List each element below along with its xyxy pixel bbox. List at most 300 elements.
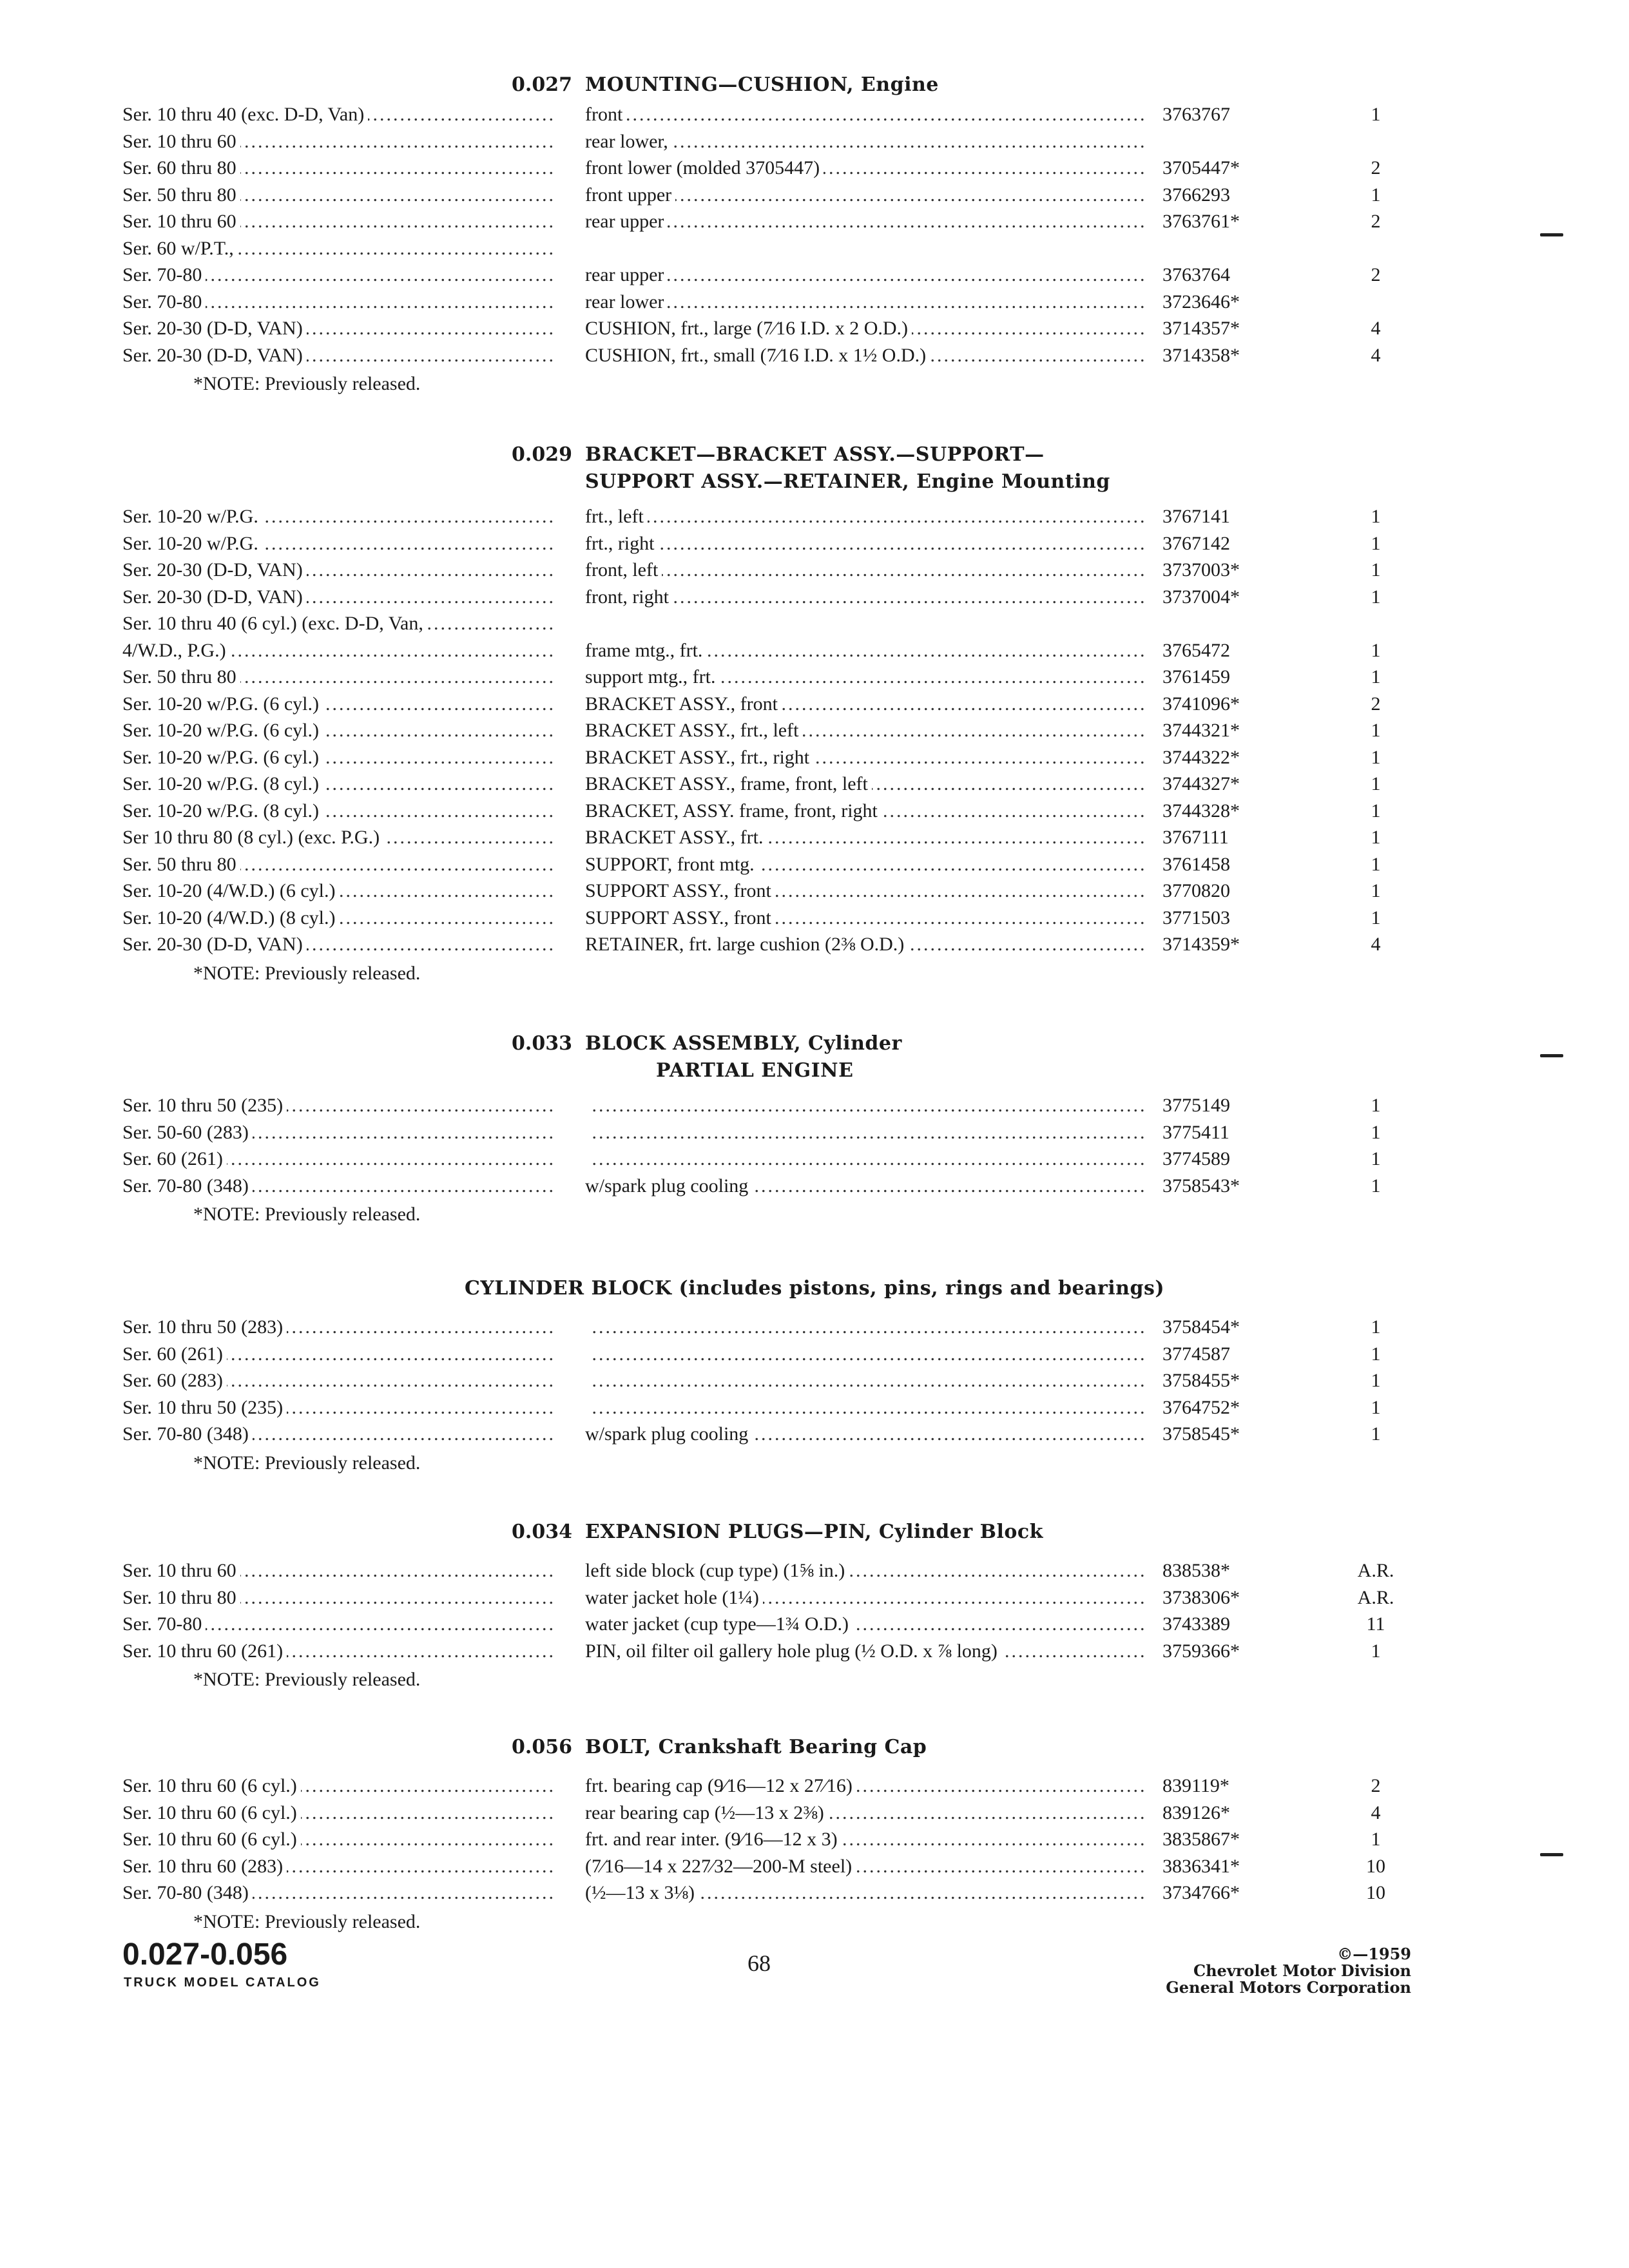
description-text: BRACKET ASSY., frt. [585,827,767,848]
section-title: MOUNTING—CUSHION, Engine [585,73,939,96]
quantity-cell: 1 [1371,800,1381,822]
series-cell [122,773,553,796]
series-text: Ser. 10 thru 60 (6 cyl.) [122,1829,301,1850]
description-cell [585,853,1146,876]
series-cell [122,1175,553,1198]
series-text: Ser. 70-80 [122,291,206,312]
quantity-cell: 1 [1371,666,1381,687]
description-cell [585,826,1146,849]
margin-mark [1540,233,1563,236]
part-number-cell: 3775411 [1162,1121,1229,1143]
parts-row [0,1423,1629,1450]
description-cell [585,317,1146,340]
description-cell [585,291,1146,314]
part-number-cell: 3771503 [1162,907,1230,928]
page-number: 68 [747,1950,771,1976]
part-number-cell: 3763761* [1162,211,1240,232]
series-text: Ser. 70-80 (348) [122,1882,253,1903]
description-cell [585,1396,1146,1419]
part-number-cell: 3744328* [1162,800,1240,822]
series-cell [122,1423,553,1446]
series-cell [122,1316,553,1339]
parts-row [0,505,1629,532]
series-text: Ser. 10 thru 60 [122,211,240,232]
series-text: Ser. 50-60 (283) [122,1122,253,1143]
section-header [0,443,1629,506]
section-0-033 [0,1032,1629,1231]
parts-row [0,746,1629,773]
description-cell [585,1855,1146,1878]
quantity-cell: 4 [1371,934,1381,955]
quantity-cell: 1 [1371,1343,1381,1365]
section-number: 0.033 [512,1032,572,1055]
description-cell [585,1175,1146,1198]
quantity-cell: 1 [1371,746,1381,768]
quantity-cell: 1 [1371,1829,1381,1850]
description-cell [585,879,1146,903]
part-number-cell: 838538* [1162,1560,1230,1581]
quantity-cell: 4 [1371,344,1381,366]
section-number: 0.056 [512,1736,572,1758]
description-cell [585,1828,1146,1851]
quantity-cell: 1 [1371,1175,1381,1196]
description-text: front upper [585,184,675,206]
quantity-cell: 1 [1371,907,1381,928]
series-text: Ser. 10 thru 60 (6 cyl.) [122,1802,301,1823]
series-cell [122,1855,553,1878]
section-0-029 [0,443,1629,990]
series-cell [122,1774,553,1798]
parts-row [0,1175,1629,1202]
series-cell [122,907,553,930]
parts-row [0,264,1629,291]
series-cell [122,1148,553,1171]
section-title: EXPANSION PLUGS—PIN, Cylinder Block [585,1521,1043,1543]
series-cell [122,933,553,956]
part-number-cell: 3758455* [1162,1370,1240,1391]
series-cell [122,1559,553,1582]
series-text: Ser. 10-20 (4/W.D.) (6 cyl.) [122,880,340,901]
description-cell [585,1559,1146,1582]
part-number-cell: 839126* [1162,1802,1230,1823]
description-text: front [585,104,626,125]
description-cell [585,1586,1146,1610]
description-text: front, left [585,559,662,581]
description-text: rear bearing cap (½—13 x 2⅜) [585,1802,828,1823]
series-text: 4/W.D., P.G.) [122,640,230,661]
part-number-cell: 3767141 [1162,506,1230,527]
description-text [585,1397,589,1418]
quantity-cell: A.R. [1357,1586,1394,1608]
series-text: Ser. 70-80 [122,1613,206,1635]
quantity-cell: 1 [1371,1396,1381,1418]
description-cell [585,103,1146,126]
section-note: *NOTE: Previously released. [193,1452,421,1474]
series-cell [122,505,553,528]
series-text: Ser. 70-80 (348) [122,1175,253,1196]
series-text: Ser. 10 thru 60 [122,131,240,152]
series-text: Ser. 20-30 (D-D, VAN) [122,318,307,339]
series-text: Ser. 10 thru 50 (283) [122,1316,287,1338]
corporation-name: General Motors Corporation [1166,1978,1411,1997]
description-cell [585,586,1146,609]
description-text [585,1316,589,1338]
quantity-cell: 2 [1371,211,1381,232]
parts-row [0,532,1629,559]
part-number-cell: 3766293 [1162,184,1230,206]
section-header [0,1521,1629,1559]
series-text: Ser. 50 thru 80 [122,666,240,687]
footer-copyright-block [1166,1946,1411,1996]
series-cell [122,532,553,555]
part-number-cell: 3764752* [1162,1396,1240,1418]
description-cell [585,800,1146,823]
description-cell [585,1343,1146,1366]
description-cell [585,505,1146,528]
description-cell [585,907,1146,930]
series-text: Ser. 20-30 (D-D, VAN) [122,586,307,608]
series-text: Ser. 60 w/P.T., [122,238,238,259]
parts-row [0,1640,1629,1667]
quantity-cell: 1 [1371,1148,1381,1169]
part-number-cell: 3774587 [1162,1343,1230,1365]
parts-row [0,1881,1629,1908]
series-cell [122,1121,553,1144]
series-text: Ser. 60 (261) [122,1343,227,1365]
part-number-cell: 3741096* [1162,693,1240,715]
part-number-cell: 3775149 [1162,1095,1230,1116]
series-text: Ser. 10 thru 50 (235) [122,1397,287,1418]
parts-row [0,1148,1629,1175]
series-cell [122,1613,553,1636]
series-cell [122,264,553,287]
quantity-cell: 1 [1371,1316,1381,1338]
part-number-cell: 3738306* [1162,1586,1240,1608]
series-text: Ser. 10 thru 60 (283) [122,1856,287,1877]
series-text: Ser. 20-30 (D-D, VAN) [122,934,307,955]
description-text: frt. bearing cap (9⁄16—12 x 27⁄16) [585,1775,856,1796]
part-number-cell: 3744327* [1162,773,1240,794]
quantity-cell: 4 [1371,318,1381,339]
section-title: BLOCK ASSEMBLY, Cylinder [585,1032,902,1055]
description-text: CUSHION, frt., small (7⁄16 I.D. x 1½ O.D.) [585,345,930,366]
parts-row [0,586,1629,613]
part-number-cell: 3758543* [1162,1175,1240,1196]
quantity-cell: 1 [1371,1640,1381,1662]
description-text: rear upper [585,264,668,285]
section-header [0,1736,1629,1774]
quantity-cell: 10 [1366,1882,1385,1903]
part-number-cell: 3734766* [1162,1882,1240,1903]
series-text: Ser. 10-20 w/P.G. (6 cyl.) [122,747,323,768]
description-text [585,1148,589,1169]
quantity-cell: 1 [1371,1121,1381,1143]
description-text: w/spark plug cooling [585,1175,752,1196]
quantity-cell: 1 [1371,1370,1381,1391]
description-cell [585,1094,1146,1117]
description-text: left side block (cup type) (1⅝ in.) [585,1560,849,1581]
description-text: BRACKET ASSY., front [585,693,782,715]
series-text: Ser. 10 thru 60 (261) [122,1640,287,1662]
series-text: Ser. 10 thru 60 [122,1560,240,1581]
series-cell [122,1640,553,1663]
quantity-cell: 4 [1371,1802,1381,1823]
part-number-cell: 3737004* [1162,586,1240,608]
description-cell [585,559,1146,582]
description-cell [585,1121,1146,1144]
series-text: Ser 10 thru 80 (8 cyl.) (exc. P.G.) [122,827,383,848]
series-text: Ser. 60 thru 80 [122,157,240,178]
description-cell [585,639,1146,662]
series-text: Ser. 10-20 w/P.G. [122,533,262,554]
series-cell [122,719,553,742]
description-text: water jacket hole (1¼) [585,1587,763,1608]
parts-row [0,103,1629,130]
series-cell [122,103,553,126]
parts-row [0,1828,1629,1855]
part-number-cell: 3767142 [1162,532,1230,554]
series-cell [122,666,553,689]
series-cell [122,130,553,153]
description-cell [585,1148,1146,1171]
series-cell [122,210,553,233]
description-text [585,1122,589,1143]
margin-mark [1540,1853,1563,1856]
parts-row [0,826,1629,853]
series-cell [122,317,553,340]
series-cell [122,1369,553,1392]
series-cell [122,184,553,207]
series-text: Ser. 10 thru 40 (exc. D-D, Van) [122,104,368,125]
description-cell [585,130,1146,153]
part-number-cell: 3714358* [1162,344,1240,366]
description-cell [585,1613,1146,1636]
part-number-cell: 839119* [1162,1775,1229,1796]
section-note: *NOTE: Previously released. [193,962,421,984]
description-cell [585,1369,1146,1392]
quantity-cell: 1 [1371,827,1381,848]
part-number-cell: 3714357* [1162,318,1240,339]
series-text: Ser. 20-30 (D-D, VAN) [122,345,307,366]
quantity-cell: 1 [1371,532,1381,554]
series-text: Ser. 10-20 (4/W.D.) (8 cyl.) [122,907,340,928]
section-0-056 [0,1736,1629,1937]
series-cell [122,746,553,769]
parts-row [0,1343,1629,1370]
section-note: *NOTE: Previously released. [193,373,421,394]
footer-catalog-name: TRUCK MODEL CATALOG [124,1975,321,1990]
part-number-cell: 3714359* [1162,934,1240,955]
description-cell [585,1881,1146,1905]
series-cell [122,693,553,716]
part-number-cell: 3737003* [1162,559,1240,581]
description-text: frt., left [585,506,648,527]
section-header [0,1277,1629,1316]
series-cell [122,559,553,582]
footer-section-code: 0.027-0.056 [122,1937,288,1972]
description-text [585,1095,589,1116]
description-cell [585,666,1146,689]
parts-row [0,1802,1629,1829]
description-text: front, right [585,586,673,608]
parts-row [0,210,1629,237]
quantity-cell: 1 [1371,880,1381,901]
part-number-cell: 3744322* [1162,746,1240,768]
section-number: 0.027 [512,73,572,96]
parts-row [0,933,1629,960]
quantity-cell: 10 [1366,1855,1385,1877]
part-number-cell: 3767111 [1162,827,1229,848]
description-cell [585,693,1146,716]
series-text: Ser. 10 thru 40 (6 cyl.) (exc. D-D, Van, [122,613,427,634]
parts-row [0,291,1629,318]
description-cell [585,344,1146,367]
section-title: BOLT, Crankshaft Bearing Cap [585,1736,927,1758]
description-text: SUPPORT ASSY., front [585,907,775,928]
series-cell [122,291,553,314]
part-number-cell: 3765472 [1162,639,1230,661]
series-text: Ser. 10 thru 60 (6 cyl.) [122,1775,301,1796]
description-cell [585,773,1146,796]
description-text: water jacket (cup type—1¾ O.D.) [585,1613,853,1635]
series-text: Ser. 10-20 w/P.G. (8 cyl.) [122,800,323,822]
quantity-cell: 2 [1371,693,1381,715]
quantity-cell: 2 [1371,1775,1381,1796]
series-cell [122,1094,553,1117]
description-text: SUPPORT, front mtg. [585,854,758,875]
parts-row [0,693,1629,720]
series-cell [122,800,553,823]
series-text: Ser. 10-20 w/P.G. (6 cyl.) [122,720,323,741]
section-number: 0.034 [512,1521,572,1543]
description-cell [585,1774,1146,1798]
description-cell [585,746,1146,769]
series-cell [122,1396,553,1419]
section-note: *NOTE: Previously released. [193,1910,421,1932]
series-text: Ser. 10 thru 50 (235) [122,1095,287,1116]
part-number-cell: 3761459 [1162,666,1230,687]
part-number-cell: 3705447* [1162,157,1240,178]
parts-row [0,1855,1629,1882]
parts-row [0,559,1629,586]
parts-row [0,1774,1629,1802]
series-text: Ser. 60 (261) [122,1148,227,1169]
series-text: Ser. 20-30 (D-D, VAN) [122,559,307,581]
description-text: BRACKET, ASSY. frame, front, right [585,800,882,822]
series-cell [122,237,553,260]
quantity-cell: 1 [1371,586,1381,608]
description-cell [585,933,1146,956]
parts-row [0,1094,1629,1121]
description-cell [585,210,1146,233]
description-cell [585,157,1146,180]
parts-row [0,157,1629,184]
series-cell [122,1802,553,1825]
part-number-cell: 3836341* [1162,1855,1240,1877]
description-text: frt., right [585,533,658,554]
series-text: Ser. 60 (283) [122,1370,227,1391]
quantity-cell: 1 [1371,506,1381,527]
quantity-cell: 1 [1371,1423,1381,1445]
parts-row [0,1316,1629,1343]
description-text: frame mtg., frt. [585,640,706,661]
section-note: *NOTE: Previously released. [193,1204,421,1225]
part-number-cell: 3763764 [1162,264,1230,285]
part-number-cell: 3758454* [1162,1316,1240,1338]
parts-row [0,317,1629,344]
series-text: Ser. 10 thru 80 [122,1587,240,1608]
description-text: PIN, oil filter oil gallery hole plug (½ O.D. x ⅞ long) [585,1640,1001,1662]
description-cell [585,532,1146,555]
quantity-cell: 1 [1371,559,1381,581]
part-number-cell: 3770820 [1162,880,1230,901]
parts-row [0,773,1629,800]
series-cell [122,853,553,876]
description-cell [585,1802,1146,1825]
part-number-cell: 3743389 [1162,1613,1230,1635]
series-cell [122,612,553,635]
series-text: Ser. 50 thru 80 [122,854,240,875]
margin-mark [1540,1054,1563,1057]
parts-row [0,237,1629,264]
parts-row [0,1559,1629,1586]
description-text: frt. and rear inter. (9⁄16—12 x 3) [585,1829,842,1850]
quantity-cell: 2 [1371,157,1381,178]
description-text [585,1370,589,1391]
copyright-year: ©—1959 [1337,1945,1411,1963]
part-number-cell: 3835867* [1162,1829,1240,1850]
parts-row [0,879,1629,907]
section-header [0,1032,1629,1095]
series-text: Ser. 10-20 w/P.G. (6 cyl.) [122,693,323,715]
parts-row [0,612,1629,639]
description-text [585,1343,589,1365]
series-text: Ser. 50 thru 80 [122,184,240,206]
part-number-cell: 3763767 [1162,104,1230,125]
section-0-027 [0,73,1629,408]
quantity-cell: 1 [1371,720,1381,741]
parts-row [0,853,1629,880]
series-cell [122,157,553,180]
parts-row [0,1586,1629,1613]
series-text: Ser. 10-20 w/P.G. (8 cyl.) [122,773,323,794]
series-cell [122,1881,553,1905]
quantity-cell: 11 [1366,1613,1385,1635]
description-cell [585,1640,1146,1663]
parts-row [0,1121,1629,1148]
description-text: CUSHION, frt., large (7⁄16 I.D. x 2 O.D.) [585,318,912,339]
description-text: RETAINER, frt. large cushion (2⅜ O.D.) [585,934,908,955]
parts-row [0,719,1629,746]
section-subtitle: SUPPORT ASSY.—RETAINER, Engine Mounting [585,470,1110,493]
description-text: rear upper [585,211,668,232]
description-cell [585,264,1146,287]
series-cell [122,826,553,849]
quantity-cell: 1 [1371,853,1381,875]
description-text: (7⁄16—14 x 227⁄32—200-M steel) [585,1856,856,1877]
parts-row [0,1369,1629,1396]
section-title: CYLINDER BLOCK (includes pistons, pins, rings and bearings) [464,1277,1165,1300]
part-number-cell: 3758545* [1162,1423,1240,1445]
quantity-cell: 1 [1371,773,1381,794]
part-number-cell: 3761458 [1162,853,1230,875]
description-text: BRACKET ASSY., frt., left [585,720,802,741]
section-0-034 [0,1521,1629,1695]
description-text: (½—13 x 3⅛) [585,1882,699,1903]
series-cell [122,1343,553,1366]
description-cell [585,1423,1146,1446]
series-cell [122,344,553,367]
